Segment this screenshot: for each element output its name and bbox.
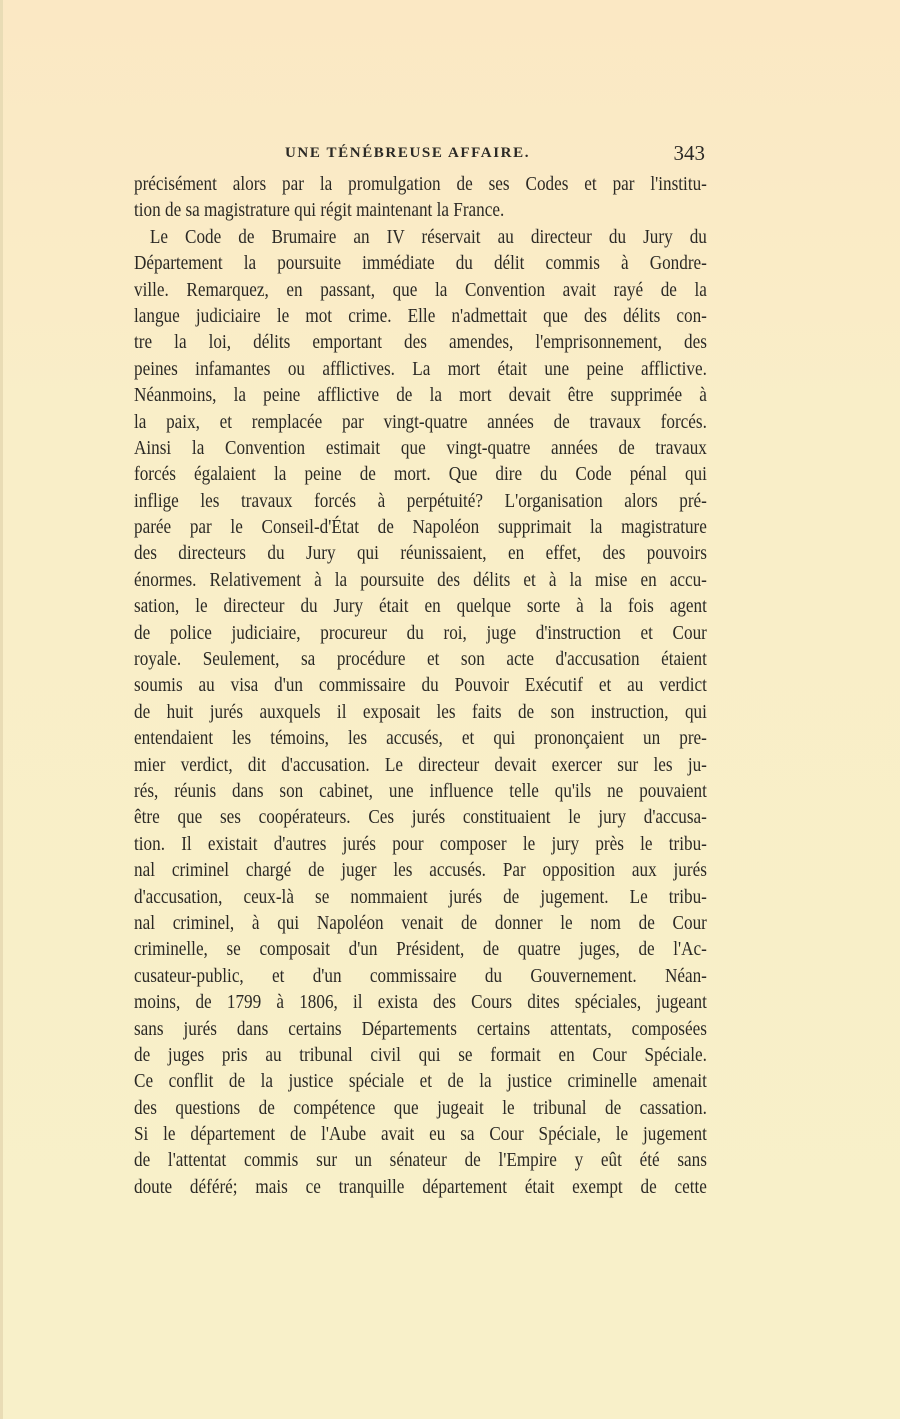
text-line: de police judiciaire, procureur du roi, juge d'instruction et Cour [134,622,707,644]
text-line: cusateur-public, et d'un commissaire du Gouvernement. Néan- [134,965,707,987]
running-header [285,143,705,167]
text-line: des directeurs du Jury qui réunissaient, en effet, des pouvoirs [134,543,707,565]
page-edge [0,0,3,1419]
text-line: Département la poursuite immédiate du délit commis à Gondre- [134,253,707,275]
text-line: parée par le Conseil-d'État de Napoléon supprimait la magistrature [134,517,707,539]
text-line: Néanmoins, la peine afflictive de la mort devait être supprimée à [134,385,707,407]
text-line: Le Code de Brumaire an IV réservait au directeur du Jury du [149,226,707,248]
text-line: criminelle, se composait d'un Président, de quatre juges, de l'Ac- [134,939,707,961]
text-line: mier verdict, dit d'accusation. Le directeur devait exercer sur les ju- [134,754,707,776]
text-line: sation, le directeur du Jury était en quelque sorte à la fois agent [134,596,707,618]
text-line: de l'attentat commis sur un sénateur de l'Empire y eût été sans [134,1150,707,1172]
text-line: inflige les travaux forcés à perpétuité? L'organisation alors pré- [134,490,707,512]
text-line: des questions de compétence que jugeait le tribunal de cassation. [134,1097,707,1119]
text-line: être que ses coopérateurs. Ces jurés constituaient le jury d'accusa- [134,807,707,829]
text-line: de juges pris au tribunal civil qui se formait en Cour Spéciale. [134,1044,707,1066]
text-line: soumis au visa d'un commissaire du Pouvoir Exécutif et au verdict [134,675,707,697]
text-line: doute déféré; mais ce tranquille département était exempt de cette [134,1176,707,1198]
text-line: forcés égalaient la peine de mort. Que dire du Code pénal qui [134,464,707,486]
text-line: nal criminel chargé de juger les accusés. Par opposition aux jurés [134,860,707,882]
text-line: entendaient les témoins, les accusés, et qui prononçaient un pre- [134,728,707,750]
body-text [134,172,707,1201]
text-line: Ce conflit de la justice spéciale et de la justice criminelle amenait [134,1071,707,1093]
text-line: de huit jurés auxquels il exposait les faits de son instruction, qui [134,701,707,723]
text-line: moins, de 1799 à 1806, il exista des Cours dites spéciales, jugeant [134,992,707,1014]
text-line: Si le département de l'Aube avait eu sa Cour Spéciale, le jugement [134,1124,707,1146]
text-line: langue judiciaire le mot crime. Elle n'admettait que des délits con- [134,305,707,327]
text-line: royale. Seulement, sa procédure et son acte d'accusation étaient [134,649,707,671]
text-line: précisément alors par la promulgation de ses Codes et par l'institu- [134,174,707,195]
page-number: 343 [673,141,705,165]
text-line: énormes. Relativement à la poursuite des délits et à la mise en accu- [134,569,707,591]
running-title: UNE TÉNÉBREUSE AFFAIRE. [285,145,531,161]
text-line: tion de sa magistrature qui régit maintenant la France. [134,200,505,222]
text-line: rés, réunis dans son cabinet, une influence telle qu'ils ne pouvaient [134,780,707,802]
text-line: tre la loi, délits emportant des amendes, l'emprisonnement, des [134,332,707,354]
text-line: Ainsi la Convention estimait que vingt-quatre années de travaux [134,437,707,459]
text-line: nal criminel, à qui Napoléon venait de donner le nom de Cour [134,912,707,934]
text-line: peines infamantes ou afflictives. La mort était une peine afflictive. [134,358,707,380]
text-line: ville. Remarquez, en passant, que la Convention avait rayé de la [134,279,707,301]
text-line: tion. Il existait d'autres jurés pour composer le jury près le tribu- [134,833,707,855]
text-line: la paix, et remplacée par vingt-quatre années de travaux forcés. [134,411,707,433]
text-line: d'accusation, ceux-là se nommaient jurés de jugement. Le tribu- [134,886,707,908]
text-line: sans jurés dans certains Départements certains attentats, composées [134,1018,707,1040]
